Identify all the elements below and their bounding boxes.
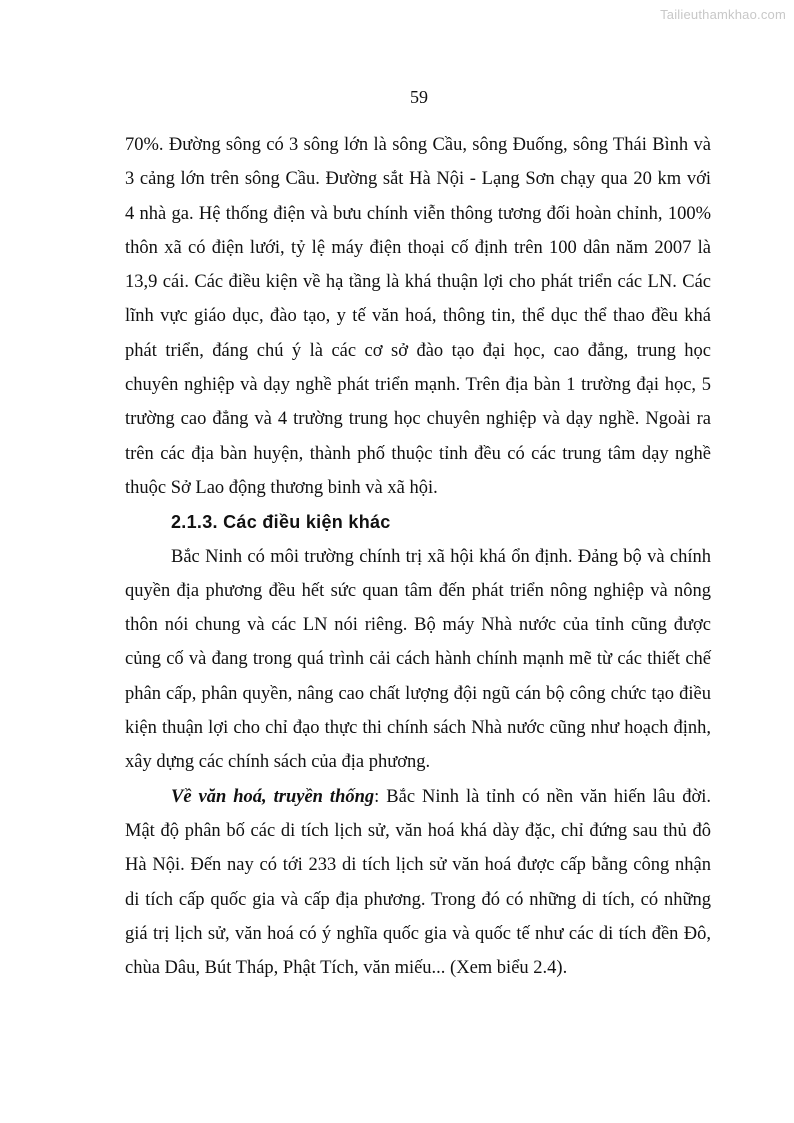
- text-line: Hà Nội. Đến nay có tới 233 di tích lịch sử văn hoá được cấp bằng công nhận: [125, 855, 711, 876]
- text-line: thôn xã có điện lưới, tỷ lệ máy điện thoại cố định trên 100 dân năm 2007 là: [125, 237, 711, 258]
- text-line: 13,9 cái. Các điều kiện về hạ tầng là khá thuận lợi cho phát triển các LN. Các: [125, 272, 711, 293]
- paragraph-politics: [125, 540, 711, 780]
- watermark: Tailieuthamkhao.com: [660, 7, 786, 22]
- culture-lead: Về văn hoá, truyền thống: [171, 786, 375, 807]
- page-number: 59: [410, 87, 428, 107]
- text-line: trên các địa bàn huyện, thành phố thuộc tỉnh đều có các trung tâm dạy nghề: [125, 443, 711, 464]
- text-line: củng cố và đang trong quá trình cải cách hành chính mạnh mẽ từ các thiết chế: [125, 649, 711, 670]
- text-line: kiện thuận lợi cho chỉ đạo thực thi chính sách Nhà nước cũng như hoạch định,: [125, 718, 711, 739]
- text-line: thuộc Sở Lao động thương binh và xã hội.: [125, 477, 438, 498]
- text-line: chuyên nghiệp và dạy nghề phát triển mạnh. Trên địa bàn 1 trường đại học, 5: [125, 375, 711, 396]
- text-line: quyền địa phương đều hết sức quan tâm đến phát triển nông nghiệp và nông: [125, 580, 711, 601]
- section-heading: 2.1.3. Các điều kiện khác: [171, 512, 391, 533]
- text-line: [125, 780, 711, 814]
- text-line: chùa Dâu, Bút Tháp, Phật Tích, văn miếu... (Xem biểu 2.4).: [125, 958, 568, 979]
- text-line: di tích cấp quốc gia và cấp địa phương. Trong đó có những di tích, có những: [125, 889, 711, 910]
- culture-lead-rest: : Bắc Ninh là tỉnh có nền văn hiến lâu đời.: [374, 786, 711, 807]
- text-line: giá trị lịch sử, văn hoá có ý nghĩa quốc gia và quốc tế như các di tích đền Đô,: [125, 923, 711, 944]
- text-line: lĩnh vực giáo dục, đào tạo, y tế văn hoá, thông tin, thể dục thể thao đều khá: [125, 306, 711, 327]
- document-body: [125, 128, 711, 985]
- text-line: phân cấp, phân quyền, nâng cao chất lượng đội ngũ cán bộ công chức tạo điều: [125, 683, 711, 704]
- paragraph-infrastructure: [125, 128, 711, 505]
- text-line: 70%. Đường sông có 3 sông lớn là sông Cầu, sông Đuống, sông Thái Bình và: [125, 135, 711, 155]
- paragraph-culture: [125, 780, 711, 986]
- text-line: 4 nhà ga. Hệ thống điện và bưu chính viễn thông tương đối hoàn chỉnh, 100%: [125, 203, 711, 224]
- text-line: xây dựng các chính sách của địa phương.: [125, 752, 431, 773]
- text-line: 3 cảng lớn trên sông Cầu. Đường sắt Hà Nội - Lạng Sơn chạy qua 20 km với: [125, 169, 711, 190]
- text-line: Bắc Ninh có môi trường chính trị xã hội khá ổn định. Đảng bộ và chính: [171, 546, 711, 567]
- text-line: phát triển, đáng chú ý là các cơ sở đào tạo đại học, cao đẳng, trung học: [125, 340, 711, 361]
- text-line: thôn nói chung và các LN nói riêng. Bộ máy Nhà nước của tỉnh cũng được: [125, 615, 711, 636]
- text-line: trường cao đẳng và 4 trường trung học chuyên nghiệp và dạy nghề. Ngoài ra: [125, 409, 711, 430]
- text-line: Mật độ phân bố các di tích lịch sử, văn hoá khá dày đặc, chỉ đứng sau thủ đô: [125, 820, 711, 841]
